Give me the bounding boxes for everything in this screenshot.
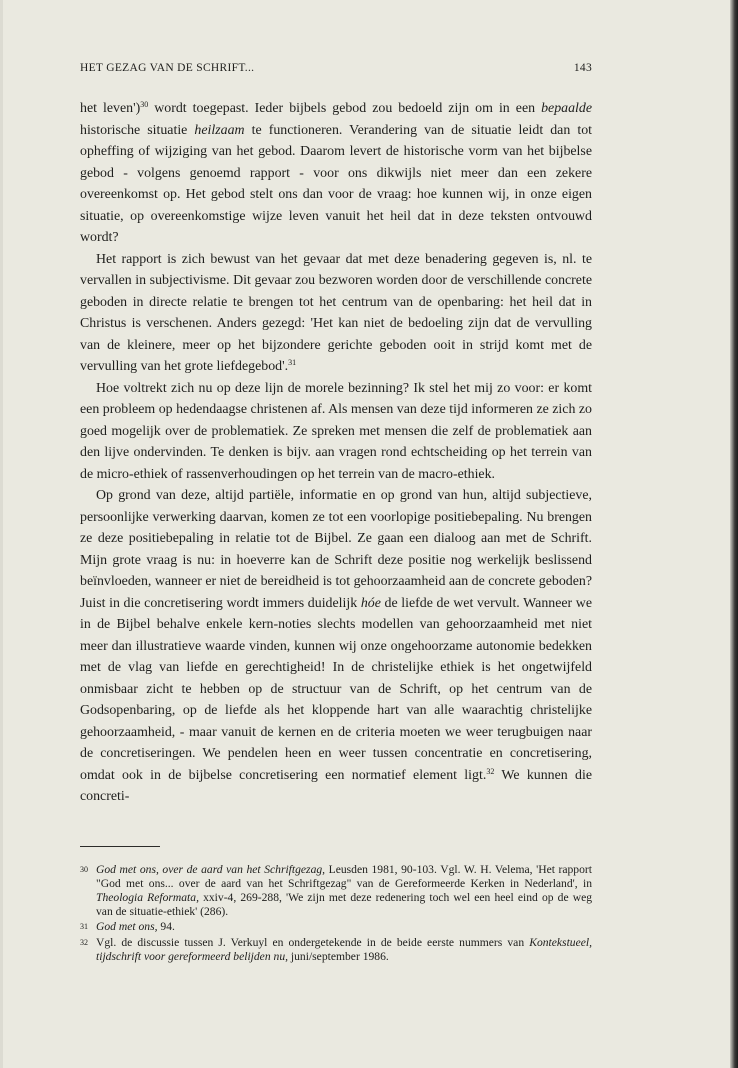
footnote-32 — [80, 936, 592, 964]
footnote-text: God met ons, over de aard van het Schriftgezag, Leusden 1981, 90-103. Vgl. W. H. Velema, 'Het rapport "God met ons... over de aard van het Schriftgezag" van de Gereformeerde Kerken in Nederland', in Theologia Reformata, xxiv-4, 269-288, 'We zijn met deze redenering toch wel een heel eind op de weg van de situatie-ethiek' (286). — [96, 862, 593, 919]
footnotes — [80, 863, 592, 964]
footnote-ref-30: 30 — [140, 100, 149, 109]
page-left-edge — [0, 0, 3, 1068]
body-text — [80, 98, 592, 808]
footnote-ref-31: 31 — [288, 358, 297, 367]
paragraph-1: het leven')$^{30}$ wordt toegepast. Ieder bijbels gebod zou bedoeld zijn om in een bepaalde historische situatie heilzaam te functioneren. Verandering van de situatie leidt dan tot opheffing of wijziging van het gebod. Daarom levert de historische vorm van het bijbelse gebod - volgens genoemd rapport - voor ons dikwijls niet meer dan een zekere overeenkomst op. Het gebod stelt ons dan voor de vraag: hoe kunnen wij, in onze eigen situatie, op overeenkomstige wijze leven vanuit het heil dat in deze teksten ontvouwd wordt? — [80, 100, 593, 245]
footnote-30 — [80, 863, 592, 920]
paragraph-4: Op grond van deze, altijd partiële, informatie en op grond van hun, altijd subjectieve, persoonlijke verwerking daarvan, komen ze tot een voorlopige positiebepaling. Nu brengen ze deze positiebepaling in relatie tot de Bijbel. Ze gaan een dialoog aan met de Schrift. Mijn grote vraag is nu: in hoeverre kan de Schrift deze positie nog werkelijk beslissend beïnvloeden, wanneer er niet de bereidheid is tot gehoorzaamheid aan de concrete geboden? Juist in die concretisering wordt immers duidelijk hóe de liefde de wet vervult. Wanneer we in de Bijbel behalve enkele kern-noties slechts modellen van gehoorzaamheid met niet meer dan illustratieve waarde vinden, kunnen wij onze ongehoorzame autonomie bedekken met de vlag van liefde en gerechtigheid! In de christelijke ethiek is het ongetwijfeld onmisbaar zicht te hebben op de structuur van de Schrift, op het centrum van de Godsopenbaring, op de liefde als het kloppende hart van alle waarachtig christelijke gehoorzaamheid, - maar vanuit de kernen en de criteria moeten we weer terugbuigen naar de concretiseringen. We pendelen heen en weer tussen concentratie en concretisering, omdat ook in de bijbelse concretisering een normatief element ligt.$^{32}$ We kunnen die concreti- — [80, 488, 592, 804]
footnote-31 — [80, 920, 592, 934]
footnote-number: 32 — [80, 937, 88, 947]
footnote-ref-32: 32 — [486, 766, 495, 776]
footnote-text: God met ons, 94. — [96, 920, 175, 934]
paragraph-2: Het rapport is zich bewust van het gevaar dat met deze benadering gegeven is, nl. te vervallen in subjectivisme. Dit gevaar zou bezworen worden door de verschillende concrete geboden in directe relatie te brengen tot het centrum van de openbaring: het heil dat in Christus is verschenen. Anders gezegd: 'Het kan niet de bedoeling zijn dat de vervulling van de kleinere, meer op het bijzondere gerichte geboden ooit in strijd komt met de vervulling van het grote liefdegebod'.$^{31}$ — [80, 251, 592, 374]
footnote-text: Vgl. de discussie tussen J. Verkuyl en ondergetekende in de beide eerste nummers van Kontekstueel, tijdschrift voor gereformeerd belijden nu, juni/september 1986. — [96, 935, 592, 963]
emphasis: hóe — [360, 595, 381, 611]
footnote-rule — [80, 846, 160, 847]
emphasis: bepaalde — [541, 101, 592, 116]
book-spine-shadow — [730, 0, 738, 1068]
book-page — [80, 58, 592, 965]
footnote-number: 30 — [80, 864, 88, 874]
emphasis: heilzaam — [194, 122, 245, 138]
paragraph-3: Hoe voltrekt zich nu op deze lijn de morele bezinning? Ik stel het mij zo voor: er komt een probleem op hedendaagse christenen af. Als mensen van deze tijd informeren ze zich zo goed mogelijk over de problematiek. Ze spreken met mensen die zelf de problematiek aan den lijve ondervinden. Te denken is bijv. aan vragen rond echtscheiding op het terrein van de micro-ethiek of rassenverhoudingen op het terrein van de macro-ethiek. — [80, 380, 592, 482]
footnote-number: 31 — [80, 922, 88, 932]
page-number: 143 — [573, 62, 592, 74]
running-head — [80, 58, 592, 78]
running-head-title: HET GEZAG VAN DE SCHRIFT... — [80, 62, 255, 74]
